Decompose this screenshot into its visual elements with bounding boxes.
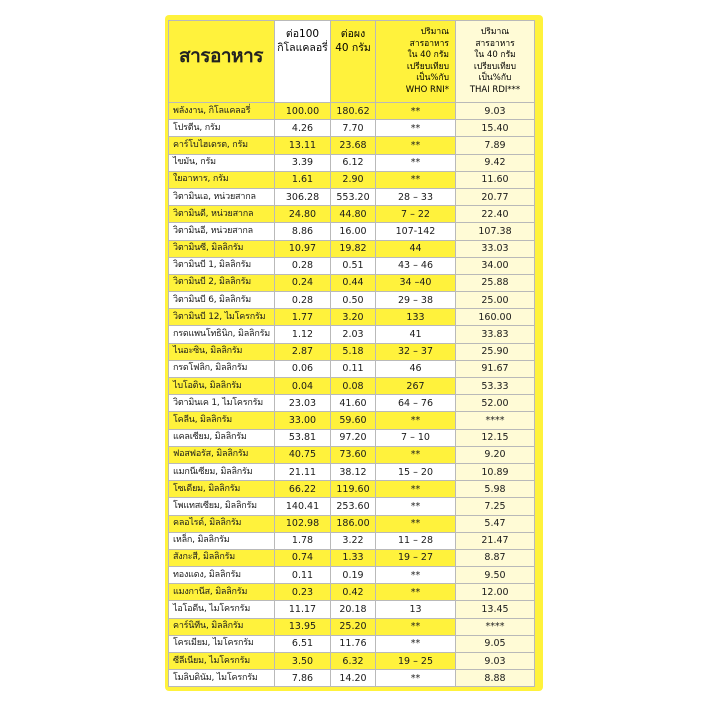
per100-value-cell: 1.61: [275, 171, 331, 188]
thai-value-cell: 12.15: [456, 429, 535, 446]
nutrient-name-cell: กรดแพนโทธินิก, มิลลิกรัม: [169, 326, 275, 343]
nutrient-name-cell: วิตามินซี, มิลลิกรัม: [169, 240, 275, 257]
thai-value-cell: 91.67: [456, 360, 535, 377]
who-value-cell: 19 – 25: [376, 653, 456, 670]
per40-value-cell: 0.19: [331, 567, 376, 584]
thai-value-cell: 53.33: [456, 378, 535, 395]
thai-value-cell: 8.88: [456, 670, 535, 687]
who-value-cell: 44: [376, 240, 456, 257]
nutrient-name-cell: วิตามินเค 1, ไมโครกรัม: [169, 395, 275, 412]
who-value-cell: **: [376, 412, 456, 429]
who-value-cell: **: [376, 446, 456, 463]
per40-value-cell: 5.18: [331, 343, 376, 360]
table-row: [169, 154, 535, 171]
per40-value-cell: 11.76: [331, 635, 376, 652]
nutrient-name-cell: สังกะสี, มิลลิกรัม: [169, 549, 275, 566]
thai-value-cell: 34.00: [456, 257, 535, 274]
who-value-cell: **: [376, 171, 456, 188]
per40-value-cell: 25.20: [331, 618, 376, 635]
per100-value-cell: 0.28: [275, 292, 331, 309]
per100-value-cell: 140.41: [275, 498, 331, 515]
per40-value-cell: 7.70: [331, 120, 376, 137]
per100-value-cell: 1.78: [275, 532, 331, 549]
table-row: [169, 601, 535, 618]
thai-value-cell: 21.47: [456, 532, 535, 549]
who-value-cell: **: [376, 515, 456, 532]
table-row: [169, 240, 535, 257]
per40-value-cell: 553.20: [331, 188, 376, 205]
who-value-cell: 43 – 46: [376, 257, 456, 274]
header-per-100-kcal: [275, 21, 331, 103]
per40-value-cell: 2.03: [331, 326, 376, 343]
table-row: [169, 412, 535, 429]
who-value-cell: 7 – 10: [376, 429, 456, 446]
thai-value-cell: 9.05: [456, 635, 535, 652]
who-value-cell: 13: [376, 601, 456, 618]
table-header-row: [169, 21, 535, 103]
nutrient-name-cell: เหล็ก, มิลลิกรัม: [169, 532, 275, 549]
who-value-cell: **: [376, 635, 456, 652]
table-row: [169, 223, 535, 240]
who-value-cell: 28 – 33: [376, 188, 456, 205]
who-value-cell: 32 – 37: [376, 343, 456, 360]
table-row: [169, 257, 535, 274]
per40-value-cell: 38.12: [331, 463, 376, 480]
thai-value-cell: 107.38: [456, 223, 535, 240]
nutrient-name-cell: โครเมียม, ไมโครกรัม: [169, 635, 275, 652]
table-row: [169, 618, 535, 635]
nutrient-name-cell: วิตามินบี 2, มิลลิกรัม: [169, 274, 275, 291]
who-value-cell: **: [376, 670, 456, 687]
thai-value-cell: 9.42: [456, 154, 535, 171]
per40-value-cell: 119.60: [331, 481, 376, 498]
thai-value-cell: 5.98: [456, 481, 535, 498]
who-value-cell: 107-142: [376, 223, 456, 240]
table-row: [169, 188, 535, 205]
per100-value-cell: 53.81: [275, 429, 331, 446]
per40-value-cell: 0.11: [331, 360, 376, 377]
per100-value-cell: 100.00: [275, 103, 331, 120]
per40-value-cell: 1.33: [331, 549, 376, 566]
per100-value-cell: 11.17: [275, 601, 331, 618]
nutrient-name-cell: คาร์โบไฮเดรต, กรัม: [169, 137, 275, 154]
thai-value-cell: 25.00: [456, 292, 535, 309]
table-row: [169, 309, 535, 326]
who-value-cell: **: [376, 154, 456, 171]
per100-value-cell: 4.26: [275, 120, 331, 137]
per100-value-cell: 0.24: [275, 274, 331, 291]
nutrient-name-cell: วิตามินเอ, หน่วยสากล: [169, 188, 275, 205]
thai-value-cell: 9.03: [456, 653, 535, 670]
per40-value-cell: 23.68: [331, 137, 376, 154]
header-nutrient-title: [169, 21, 275, 103]
nutrient-name-cell: แคลเซียม, มิลลิกรัม: [169, 429, 275, 446]
table-row: [169, 567, 535, 584]
table-row: [169, 378, 535, 395]
thai-value-cell: 20.77: [456, 188, 535, 205]
thai-value-cell: 7.89: [456, 137, 535, 154]
per100-value-cell: 23.03: [275, 395, 331, 412]
thai-value-cell: 9.20: [456, 446, 535, 463]
nutrient-name-cell: พลังงาน, กิโลแคลอรี่: [169, 103, 275, 120]
who-value-cell: **: [376, 481, 456, 498]
per100-value-cell: 40.75: [275, 446, 331, 463]
nutrient-name-cell: แมงกานีส, มิลลิกรัม: [169, 584, 275, 601]
per100-value-cell: 8.86: [275, 223, 331, 240]
header-who-text: ปริมาณ สารอาหาร ใน 40 กรัม เปรียบเทียบ เป็น%กับ WHO RNI*: [405, 27, 449, 95]
table-row: [169, 429, 535, 446]
per40-value-cell: 0.50: [331, 292, 376, 309]
nutrient-name-cell: โซเดียม, มิลลิกรัม: [169, 481, 275, 498]
header-per40-text: ต่อผง 40 กรัม: [335, 28, 371, 54]
per40-value-cell: 253.60: [331, 498, 376, 515]
nutrient-name-cell: แมกนีเซียม, มิลลิกรัม: [169, 463, 275, 480]
who-value-cell: **: [376, 120, 456, 137]
nutrient-name-cell: วิตามินอี, หน่วยสากล: [169, 223, 275, 240]
per100-value-cell: 0.04: [275, 378, 331, 395]
who-value-cell: **: [376, 584, 456, 601]
who-value-cell: 11 – 28: [376, 532, 456, 549]
thai-value-cell: 9.03: [456, 103, 535, 120]
per40-value-cell: 97.20: [331, 429, 376, 446]
who-value-cell: 133: [376, 309, 456, 326]
table-row: [169, 326, 535, 343]
nutrient-name-cell: ใยอาหาร, กรัม: [169, 171, 275, 188]
thai-value-cell: 9.50: [456, 567, 535, 584]
who-value-cell: **: [376, 137, 456, 154]
table-row: [169, 395, 535, 412]
header-who-rni: [376, 21, 456, 103]
who-value-cell: 41: [376, 326, 456, 343]
table-row: [169, 463, 535, 480]
per40-value-cell: 3.20: [331, 309, 376, 326]
nutrient-name-cell: โพแทสเซียม, มิลลิกรัม: [169, 498, 275, 515]
header-title-text: สารอาหาร: [179, 45, 263, 67]
per100-value-cell: 0.28: [275, 257, 331, 274]
per40-value-cell: 6.12: [331, 154, 376, 171]
who-value-cell: 46: [376, 360, 456, 377]
per100-value-cell: 0.74: [275, 549, 331, 566]
per100-value-cell: 102.98: [275, 515, 331, 532]
per40-value-cell: 44.80: [331, 206, 376, 223]
nutrient-name-cell: ไขมัน, กรัม: [169, 154, 275, 171]
who-value-cell: 7 – 22: [376, 206, 456, 223]
header-per-40g: [331, 21, 376, 103]
table-row: [169, 515, 535, 532]
nutrient-name-cell: วิตามินบี 6, มิลลิกรัม: [169, 292, 275, 309]
who-value-cell: 267: [376, 378, 456, 395]
table-row: [169, 274, 535, 291]
thai-value-cell: 52.00: [456, 395, 535, 412]
thai-value-cell: 10.89: [456, 463, 535, 480]
who-value-cell: 19 – 27: [376, 549, 456, 566]
per40-value-cell: 3.22: [331, 532, 376, 549]
nutrient-name-cell: โปรตีน, กรัม: [169, 120, 275, 137]
per40-value-cell: 186.00: [331, 515, 376, 532]
table-row: [169, 532, 535, 549]
table-row: [169, 206, 535, 223]
per100-value-cell: 1.77: [275, 309, 331, 326]
who-value-cell: 15 – 20: [376, 463, 456, 480]
per100-value-cell: 3.50: [275, 653, 331, 670]
per100-value-cell: 13.11: [275, 137, 331, 154]
table-row: [169, 549, 535, 566]
thai-value-cell: 5.47: [456, 515, 535, 532]
nutrient-name-cell: โมลิบดินัม, ไมโครกรัม: [169, 670, 275, 687]
nutrient-name-cell: โคลีน, มิลลิกรัม: [169, 412, 275, 429]
thai-value-cell: 25.90: [456, 343, 535, 360]
table-row: [169, 103, 535, 120]
thai-value-cell: 33.83: [456, 326, 535, 343]
thai-value-cell: 12.00: [456, 584, 535, 601]
who-value-cell: **: [376, 567, 456, 584]
nutrition-table: [168, 20, 535, 687]
nutrient-name-cell: ไนอะซิน, มิลลิกรัม: [169, 343, 275, 360]
per100-value-cell: 0.11: [275, 567, 331, 584]
table-row: [169, 360, 535, 377]
per100-value-cell: 24.80: [275, 206, 331, 223]
per40-value-cell: 180.62: [331, 103, 376, 120]
thai-value-cell: ****: [456, 412, 535, 429]
table-row: [169, 584, 535, 601]
per100-value-cell: 1.12: [275, 326, 331, 343]
per40-value-cell: 0.51: [331, 257, 376, 274]
header-thai-text: ปริมาณ สารอาหาร ใน 40 กรัม เปรียบเทียบ เป็น%กับ THAI RDI***: [469, 27, 521, 95]
per40-value-cell: 0.08: [331, 378, 376, 395]
per100-value-cell: 33.00: [275, 412, 331, 429]
header-thai-rdi: [456, 21, 535, 103]
thai-value-cell: 25.88: [456, 274, 535, 291]
thai-value-cell: 15.40: [456, 120, 535, 137]
who-value-cell: **: [376, 498, 456, 515]
table-row: [169, 446, 535, 463]
thai-value-cell: ****: [456, 618, 535, 635]
who-value-cell: 34 –40: [376, 274, 456, 291]
nutrient-name-cell: กรดโฟลิก, มิลลิกรัม: [169, 360, 275, 377]
per100-value-cell: 10.97: [275, 240, 331, 257]
per40-value-cell: 0.44: [331, 274, 376, 291]
per40-value-cell: 16.00: [331, 223, 376, 240]
per40-value-cell: 0.42: [331, 584, 376, 601]
nutrient-name-cell: ทองแดง, มิลลิกรัม: [169, 567, 275, 584]
table-row: [169, 137, 535, 154]
per100-value-cell: 0.06: [275, 360, 331, 377]
per100-value-cell: 0.23: [275, 584, 331, 601]
who-value-cell: 64 – 76: [376, 395, 456, 412]
thai-value-cell: 160.00: [456, 309, 535, 326]
per100-value-cell: 3.39: [275, 154, 331, 171]
nutrient-name-cell: ซีลีเนียม, ไมโครกรัม: [169, 653, 275, 670]
per40-value-cell: 19.82: [331, 240, 376, 257]
header-per100-text: ต่อ100 กิโลแคลอรี่: [277, 28, 328, 54]
per100-value-cell: 21.11: [275, 463, 331, 480]
thai-value-cell: 33.03: [456, 240, 535, 257]
per100-value-cell: 2.87: [275, 343, 331, 360]
per100-value-cell: 6.51: [275, 635, 331, 652]
who-value-cell: **: [376, 618, 456, 635]
per40-value-cell: 2.90: [331, 171, 376, 188]
per100-value-cell: 306.28: [275, 188, 331, 205]
table-row: [169, 653, 535, 670]
nutrient-name-cell: วิตามินดี, หน่วยสากล: [169, 206, 275, 223]
nutrient-name-cell: ฟอสฟอรัส, มิลลิกรัม: [169, 446, 275, 463]
thai-value-cell: 8.87: [456, 549, 535, 566]
nutrient-name-cell: วิตามินบี 1, มิลลิกรัม: [169, 257, 275, 274]
per40-value-cell: 41.60: [331, 395, 376, 412]
nutrient-name-cell: คาร์นิทีน, มิลลิกรัม: [169, 618, 275, 635]
table-row: [169, 292, 535, 309]
per40-value-cell: 20.18: [331, 601, 376, 618]
per100-value-cell: 66.22: [275, 481, 331, 498]
per40-value-cell: 59.60: [331, 412, 376, 429]
who-value-cell: **: [376, 103, 456, 120]
thai-value-cell: 7.25: [456, 498, 535, 515]
nutrient-name-cell: ไอโอดีน, ไมโครกรัม: [169, 601, 275, 618]
thai-value-cell: 13.45: [456, 601, 535, 618]
table-row: [169, 171, 535, 188]
per40-value-cell: 73.60: [331, 446, 376, 463]
per40-value-cell: 14.20: [331, 670, 376, 687]
table-row: [169, 481, 535, 498]
nutrient-name-cell: คลอไรด์, มิลลิกรัม: [169, 515, 275, 532]
table-row: [169, 498, 535, 515]
table-row: [169, 635, 535, 652]
nutrient-name-cell: วิตามินบี 12, ไมโครกรัม: [169, 309, 275, 326]
table-row: [169, 343, 535, 360]
who-value-cell: 29 – 38: [376, 292, 456, 309]
per100-value-cell: 13.95: [275, 618, 331, 635]
table-row: [169, 670, 535, 687]
thai-value-cell: 11.60: [456, 171, 535, 188]
thai-value-cell: 22.40: [456, 206, 535, 223]
nutrient-name-cell: ไบโอติน, มิลลิกรัม: [169, 378, 275, 395]
table-row: [169, 120, 535, 137]
per40-value-cell: 6.32: [331, 653, 376, 670]
per100-value-cell: 7.86: [275, 670, 331, 687]
